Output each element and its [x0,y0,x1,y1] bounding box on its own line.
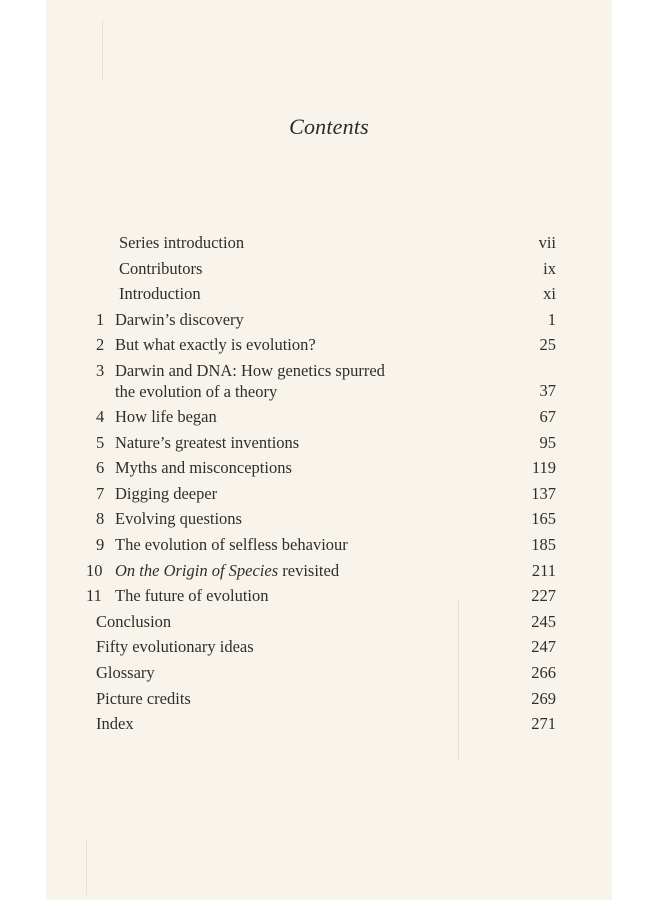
toc-entry-label: Digging deeper [115,483,218,503]
toc-entry[interactable] [96,634,556,660]
toc-entry-page: 1 [547,309,556,329]
toc-entry-page: 95 [539,432,556,452]
toc-entry[interactable] [96,358,556,404]
toc-entry-number: 8 [96,509,105,529]
toc-entry[interactable] [96,609,556,635]
toc-entry-number: 5 [96,432,105,452]
toc-entry-number: 11 [86,586,102,606]
toc-entry[interactable] [86,558,556,584]
toc-entry[interactable] [96,481,556,507]
toc-entry-page: 137 [531,483,556,503]
toc-entry-label: Conclusion [96,611,172,631]
toc-entry-label: Contributors [119,258,203,278]
toc-entry-label: Introduction [119,284,201,304]
toc-entry-page: xi [543,284,556,304]
toc-entry[interactable] [96,455,556,481]
toc-entry[interactable] [96,430,556,456]
toc-entry-label: Fifty evolutionary ideas [96,637,254,657]
toc-entry[interactable] [96,506,556,532]
toc-entry-page: 269 [531,688,556,708]
toc-entry-label [115,360,385,402]
toc-entry-label: But what exactly is evolution? [115,335,316,355]
toc-entry[interactable] [96,307,556,333]
toc-entry-label: How life began [115,406,217,426]
toc-entry-page: 271 [531,714,556,734]
toc-entry[interactable] [86,583,556,609]
toc-entry-page: 119 [531,458,556,478]
toc-entry[interactable] [96,404,556,430]
paper-texture-line [86,840,87,895]
toc-entry-page: 266 [531,662,556,682]
toc-entry-number: 9 [96,534,105,554]
toc-entry-page: 185 [531,534,556,554]
contents-title: Contents [289,114,369,139]
toc-entry-number: 3 [96,360,105,380]
toc-entry-page: vii [538,233,556,252]
toc-entry-label: The evolution of selfless behaviour [115,534,348,554]
toc-entry-page: 37 [539,380,556,400]
toc-entry-label: Glossary [96,662,155,682]
toc-entry-page: 25 [539,335,556,355]
toc-entry-number: 10 [86,560,103,580]
toc-entry-page: 67 [539,406,556,426]
toc-entry-label-line: Darwin and DNA: How genetics spurred [115,360,385,380]
book-page [46,0,612,900]
toc-entry-label [115,558,339,584]
toc-entry-page: 211 [531,560,556,580]
toc-entry[interactable] [96,256,556,282]
toc-entry-label-italic: On the Origin of Species [115,560,279,580]
toc-entry-label: Darwin’s discovery [115,309,244,329]
toc-entry-label: Series introduction [119,233,245,252]
toc-entry-number: 1 [96,309,105,329]
toc-entry-page: 165 [531,509,556,529]
toc-entry[interactable] [96,711,556,737]
toc-entry-label: Myths and misconceptions [115,458,292,478]
toc-entry[interactable] [96,332,556,358]
toc-entry[interactable] [96,281,556,307]
toc-entry-number: 7 [96,483,105,503]
toc-entry-label: The future of evolution [115,586,269,606]
toc-entry-number: 2 [96,335,105,355]
toc-entry[interactable] [96,230,556,256]
paper-texture-line [102,20,103,80]
toc-entry[interactable] [96,660,556,686]
toc-entry-page: 247 [531,637,556,657]
toc-entry-page: ix [543,258,556,278]
toc-entry-label: Picture credits [96,688,191,708]
table-of-contents [86,230,556,737]
toc-entry-label-continuation: the evolution of a theory [115,381,278,401]
toc-entry-number: 4 [96,406,105,426]
toc-entry-label: Index [96,714,134,734]
toc-entry-label: Evolving questions [115,509,242,529]
toc-entry-label: Nature’s greatest inventions [115,432,300,452]
toc-entry-page: 227 [531,586,556,606]
toc-entry[interactable] [96,686,556,712]
toc-entry-page: 245 [531,611,556,631]
toc-entry-label-rest: revisited [278,560,340,580]
toc-entry-number: 6 [96,458,105,478]
toc-entry[interactable] [96,532,556,558]
